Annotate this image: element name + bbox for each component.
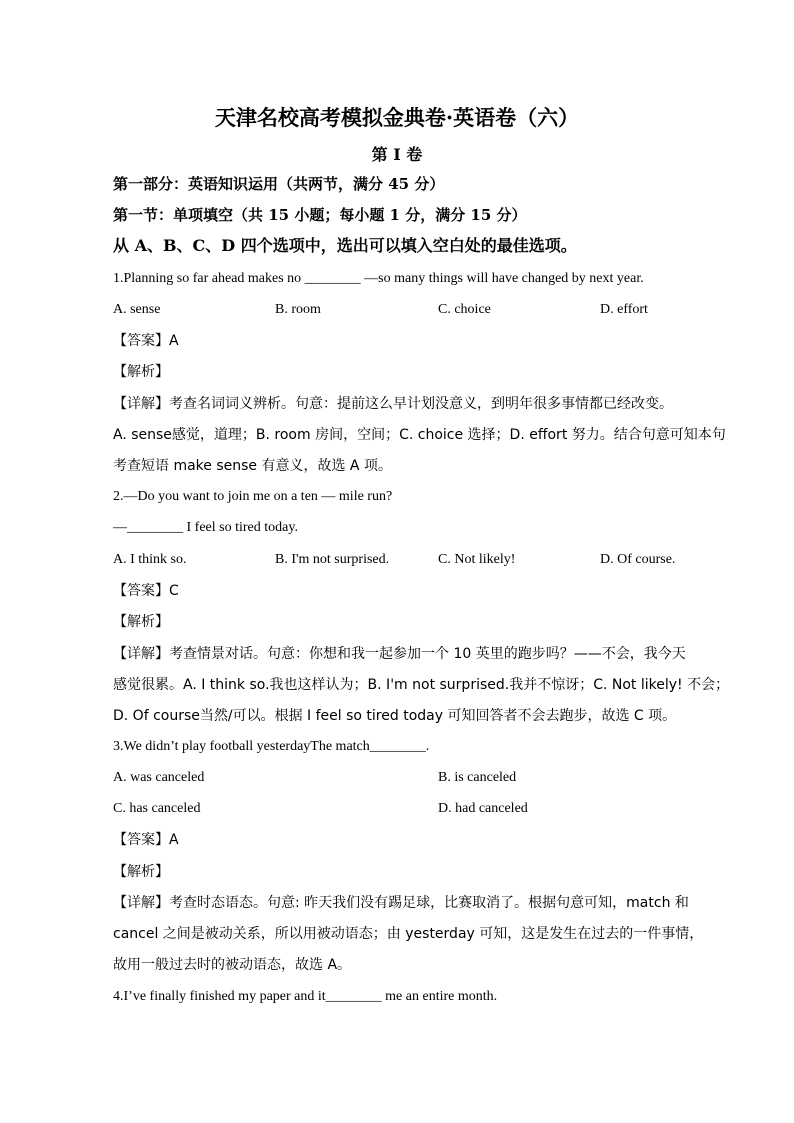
question-3-stem: 3.We didn’t play football yesterdayThe match________. xyxy=(113,739,430,754)
q2-option-a: A. I think so. xyxy=(113,552,187,567)
question-4-stem: 4.I’ve finally finished my paper and it________ me an entire month. xyxy=(113,989,498,1004)
part-heading: 第一部分：英语知识运用（共两节，满分 45 分） xyxy=(113,175,445,193)
q1-option-c: C. choice xyxy=(438,302,491,317)
exam-title: 天津名校高考模拟金典卷·英语卷（六） xyxy=(214,105,580,130)
q3-option-d: D. had canceled xyxy=(438,801,528,816)
q2-analysis-label: 【解析】 xyxy=(113,614,169,630)
q2-detail-line: 【详解】考查情景对话。句意：你想和我一起参加一个 10 英里的跑步吗？——不会，我今天 xyxy=(113,646,686,662)
q1-detail-line: A. sense感觉，道理；B. room 房间，空间；C. choice 选择；D. effort 努力。结合句意可知本句 xyxy=(113,427,726,443)
q3-option-a: A. was canceled xyxy=(113,770,205,785)
question-2-reply: —________ I feel so tired today. xyxy=(113,520,298,535)
q1-option-a: A. sense xyxy=(113,302,161,317)
q2-answer: 【答案】C xyxy=(113,583,179,599)
q3-analysis-label: 【解析】 xyxy=(113,864,169,880)
q3-detail-line: 【详解】考查时态语态。句意: 昨天我们没有踢足球，比赛取消了。根据句意可知，match 和 xyxy=(113,895,689,911)
q1-answer: 【答案】A xyxy=(113,333,179,349)
instruction: 从 A、B、C、D 四个选项中，选出可以填入空白处的最佳选项。 xyxy=(113,236,577,255)
q3-detail-line: 故用一般过去时的被动语态，故选 A。 xyxy=(113,957,352,973)
q3-option-c: C. has canceled xyxy=(113,801,201,816)
q1-detail-line: 考查短语 make sense 有意义，故选 A 项。 xyxy=(113,458,392,474)
question-2-stem: 2.—Do you want to join me on a ten — mile run? xyxy=(113,489,393,504)
q1-option-b: B. room xyxy=(275,302,321,317)
q3-answer: 【答案】A xyxy=(113,832,179,848)
question-1-stem: 1.Planning so far ahead makes no ________ —so many things will have changed by next year. xyxy=(113,271,644,286)
q2-detail-line: 感觉很累。A. I think so.我也这样认为；B. I'm not surprised.我并不惊讶；C. Not likely! 不会； xyxy=(113,677,730,693)
q1-option-d: D. effort xyxy=(600,302,648,317)
q2-option-d: D. Of course. xyxy=(600,552,676,567)
q2-detail-line: D. Of course当然/可以。根据 I feel so tired today 可知回答者不会去跑步，故选 C 项。 xyxy=(113,708,677,724)
q1-analysis-label: 【解析】 xyxy=(113,364,169,380)
q1-detail-line: 【详解】考查名词词义辨析。句意：提前这么早计划没意义，到明年很多事情都已经改变。 xyxy=(113,396,673,412)
q3-option-b: B. is canceled xyxy=(438,770,517,785)
q3-detail-line: cancel 之间是被动关系，所以用被动语态；由 yesterday 可知，这是发生在过去的一件事情， xyxy=(113,926,704,942)
q2-option-c: C. Not likely! xyxy=(438,552,516,567)
section-heading: 第一节：单项填空（共 15 小题；每小题 1 分，满分 15 分） xyxy=(113,206,527,224)
q2-option-b: B. I'm not surprised. xyxy=(275,552,390,567)
volume-label: 第 I 卷 xyxy=(371,145,423,164)
